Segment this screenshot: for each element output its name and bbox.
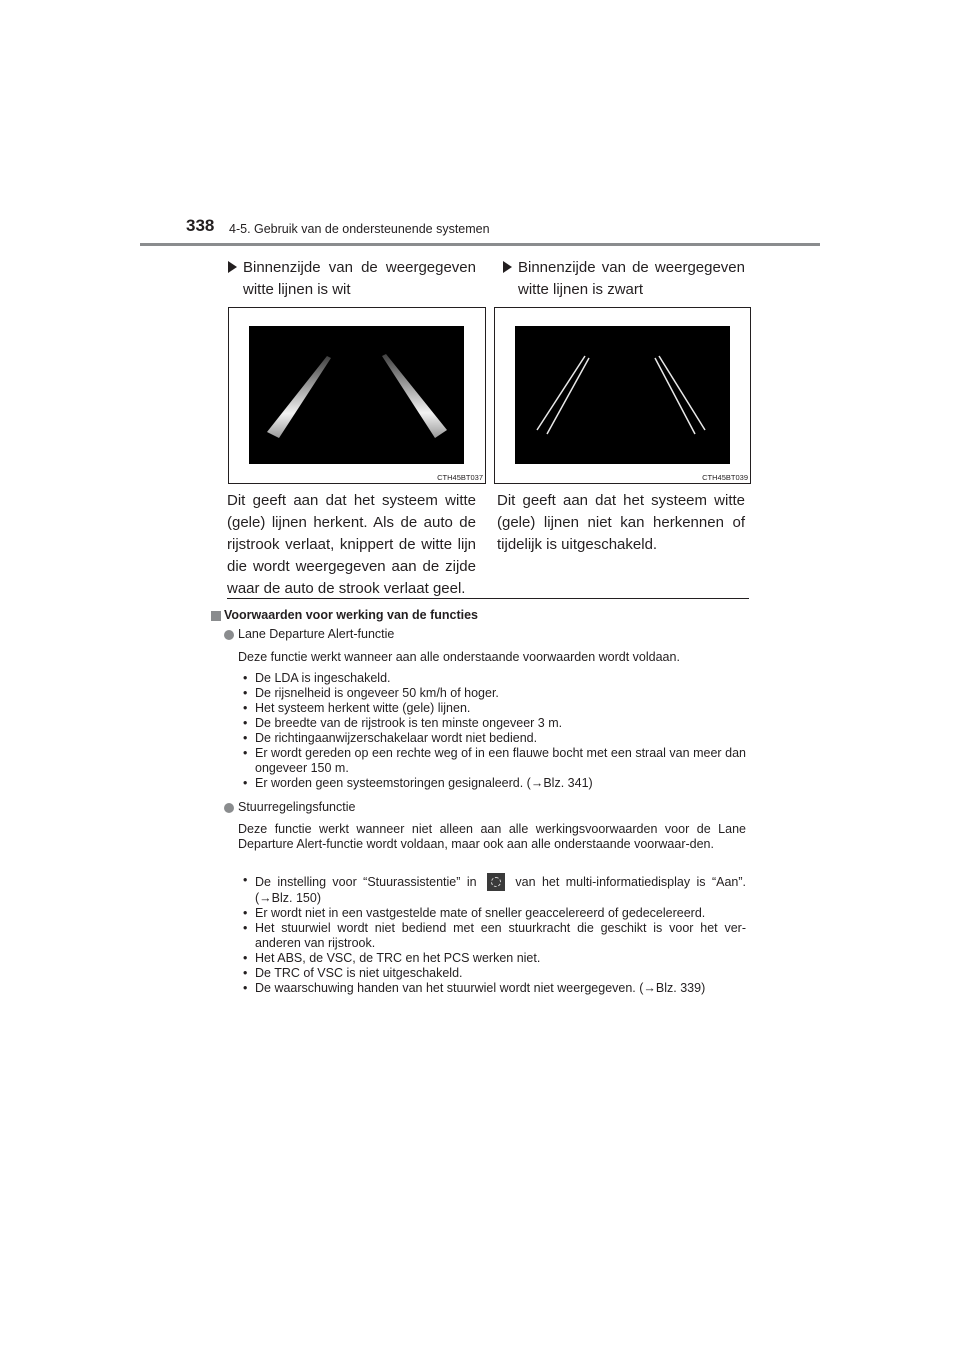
triangle-bullet-icon	[228, 261, 237, 273]
lda-title: Lane Departure Alert-functie	[238, 627, 395, 641]
right-column-heading	[518, 257, 745, 301]
square-bullet-icon	[211, 611, 221, 621]
right-line-inner	[655, 358, 695, 434]
section-divider	[227, 598, 749, 599]
list-item: • Het systeem herkent witte (gele) lijnen.	[243, 701, 746, 716]
list-item: • De richtingaanwijzerschakelaar wordt niet bediend.	[243, 731, 746, 746]
right-heading-text: Binnenzijde van de weergegeven witte lijnen is zwart	[518, 259, 745, 298]
left-lane-line	[267, 356, 331, 438]
left-column-body: Dit geeft aan dat het systeem witte (gele) lijnen herkent. Als de auto de rijstrook verlaat, knippert de witte lijn die wordt weergegeven aan de zijde waar de auto de strook verlaat geel.	[227, 492, 476, 597]
lda-intro: Deze functie werkt wanneer aan alle onderstaande voorwaarden wordt voldaan.	[238, 650, 680, 664]
circle-bullet-icon	[224, 803, 234, 813]
lda-conditions-list	[243, 671, 746, 791]
list-item: • De breedte van de rijstrook is ten minste ongeveer 3 m.	[243, 716, 746, 731]
right-column-body: Dit geeft aan dat het systeem witte (gele) lijnen niet kan herkennen of tijdelijk is uitgeschakeld.	[497, 492, 745, 553]
figure-code: CTH45BT037	[437, 473, 483, 482]
right-lane-line	[382, 354, 447, 438]
left-column-heading	[243, 257, 476, 301]
list-item: • De waarschuwing handen van het stuurwiel wordt niet weergegeven. (→Blz. 339)	[243, 981, 746, 996]
figure-outlined-lines	[494, 307, 751, 484]
left-line-inner	[547, 358, 589, 434]
figure-white-lines	[228, 307, 486, 484]
steering-conditions-list	[243, 873, 746, 996]
item-text-after-icon: van het multi-informatiedisplay is “Aan”. (→Blz. 150)	[255, 875, 746, 905]
display-screen	[515, 326, 730, 464]
left-heading-text: Binnenzijde van de weergegeven witte lijnen is wit	[243, 259, 476, 298]
conditions-title: Voorwaarden voor werking van de functies	[224, 608, 478, 622]
right-line-outer	[659, 356, 705, 430]
item-text-before-icon: De instelling voor “Stuurassistentie” in	[255, 875, 477, 889]
list-item: • De LDA is ingeschakeld.	[243, 671, 746, 686]
lane-lines-outline-illustration	[515, 326, 730, 464]
list-item	[243, 873, 746, 906]
list-item: • De TRC of VSC is niet uitgeschakeld.	[243, 966, 746, 981]
steering-intro: Deze functie werkt wanneer niet alleen aan alle werkingsvoorwaarden voor de Lane Departure Alert-functie wordt voldaan, maar ook aan alle onderstaande voorwaar-den.	[238, 822, 746, 851]
header-rule	[140, 243, 820, 246]
steering-title: Stuurregelingsfunctie	[238, 800, 356, 814]
left-line-outer	[537, 356, 585, 430]
list-item: • Het ABS, de VSC, de TRC en het PCS werken niet.	[243, 951, 746, 966]
page-number: 338	[186, 216, 215, 235]
triangle-bullet-icon	[503, 261, 512, 273]
list-item: • Er wordt gereden op een rechte weg of in een flauwe bocht met een straal van meer dan ongeveer 150 m.	[243, 746, 746, 776]
list-item: • Er wordt niet in een vastgestelde mate of sneller geaccelereerd of gedecelereerd.	[243, 906, 746, 921]
display-screen	[249, 326, 464, 464]
settings-gear-icon	[487, 873, 505, 891]
list-item: • Er worden geen systeemstoringen gesignaleerd. (→Blz. 341)	[243, 776, 746, 791]
list-item: • De rijsnelheid is ongeveer 50 km/h of hoger.	[243, 686, 746, 701]
circle-bullet-icon	[224, 630, 234, 640]
section-title: 4-5. Gebruik van de ondersteunende systemen	[229, 222, 490, 236]
lane-lines-solid-illustration	[249, 326, 464, 464]
list-item: • Het stuurwiel wordt niet bediend met een stuurkracht die geschikt is voor het ver-anderen van rijstrook.	[243, 921, 746, 951]
figure-code: CTH45BT039	[702, 473, 748, 482]
